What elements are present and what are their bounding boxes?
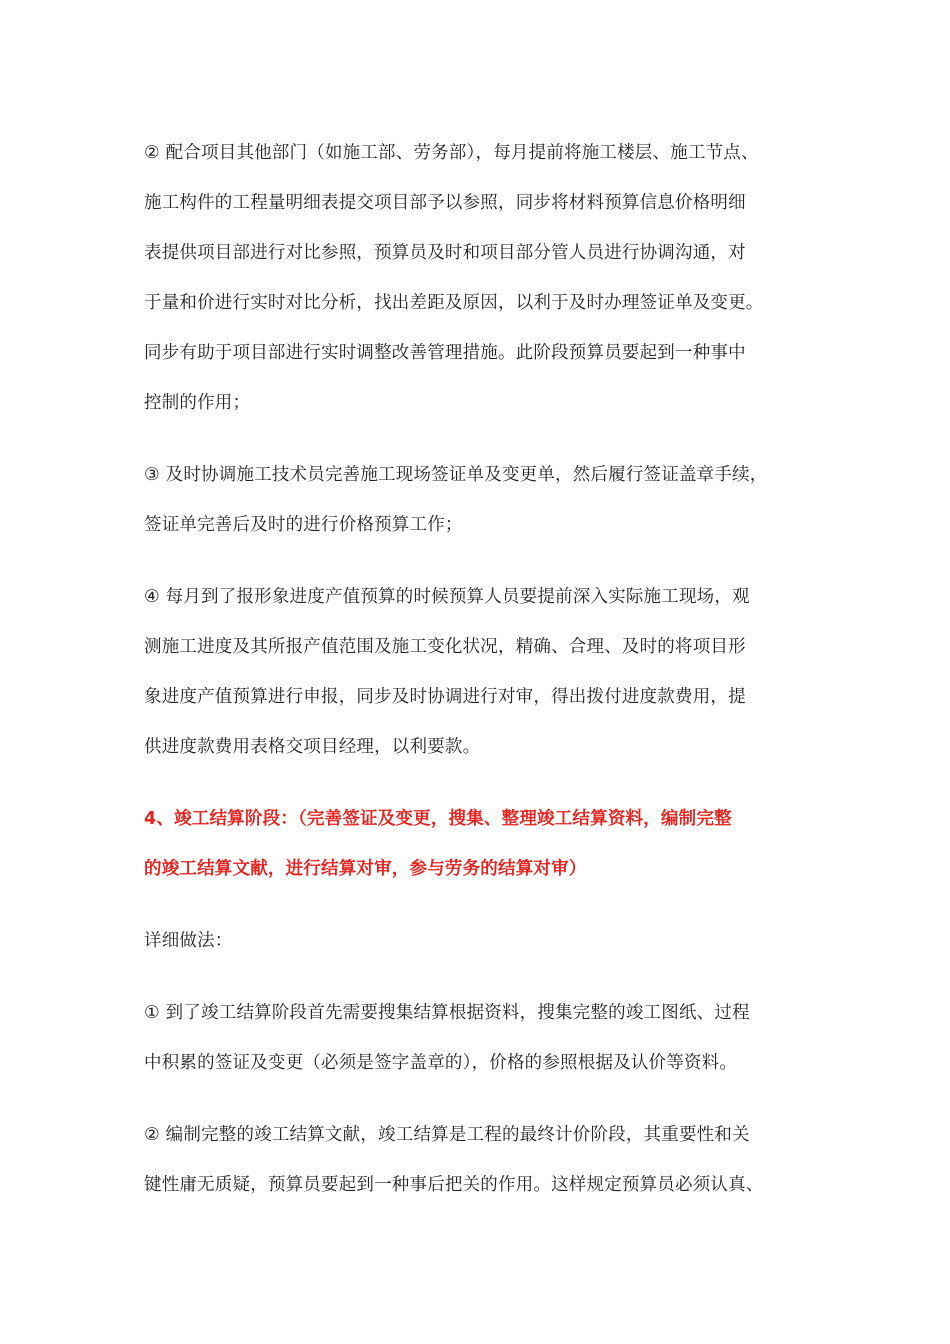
heading-line: 4、竣工结算阶段：（完善签证及变更，搜集、整理竣工结算资料，编制完整 xyxy=(144,809,732,829)
paragraph-item-2-compile xyxy=(144,1110,809,1210)
text-line: 供进度款费用表格交项目经理，以利要款。 xyxy=(144,737,481,757)
heading-line: 的竣工结算文献，进行结算对审，参与劳务的结算对审） xyxy=(144,859,587,879)
text-line: ② 编制完整的竣工结算文献，竣工结算是工程的最终计价阶段，其重要性和关 xyxy=(144,1125,750,1145)
paragraph-item-4-progress xyxy=(144,572,809,772)
text-line: 签证单完善后及时的进行价格预算工作； xyxy=(144,515,463,535)
text-line: 测施工进度及其所报产值范围及施工变化状况，精确、合理、及时的将项目形 xyxy=(144,637,746,657)
text-line: 控制的作用； xyxy=(144,393,251,413)
text-line: ① 到了竣工结算阶段首先需要搜集结算根据资料，搜集完整的竣工图纸、过程 xyxy=(144,1003,750,1023)
paragraph-item-1-collect xyxy=(144,988,809,1088)
text-line: 中积累的签证及变更（必须是签字盖章的），价格的参照根据及认价等资料。 xyxy=(144,1053,738,1073)
text-line: 详细做法： xyxy=(144,931,233,951)
document-page xyxy=(144,128,809,1232)
text-line: 施工构件的工程量明细表提交项目部予以参照，同步将材料预算信息价格明细 xyxy=(144,193,746,213)
text-line: ② 配合项目其他部门（如施工部、劳务部），每月提前将施工楼层、施工节点、 xyxy=(144,143,759,163)
text-line: 表提供项目部进行对比参照，预算员及时和项目部分管人员进行协调沟通，对 xyxy=(144,243,746,263)
paragraph-item-2-coordination xyxy=(144,128,809,428)
text-line: 键性庸无质疑，预算员要起到一种事后把关的作用。这样规定预算员必须认真、 xyxy=(144,1175,764,1195)
text-line: ④ 每月到了报形象进度产值预算的时候预算人员要提前深入实际施工现场，观 xyxy=(144,587,750,607)
section-heading xyxy=(144,794,809,894)
text-line: 象进度产值预算进行申报，同步及时协调进行对审，得出拨付进度款费用，提 xyxy=(144,687,746,707)
text-line: ③ 及时协调施工技术员完善施工现场签证单及变更单，然后履行签证盖章手续， xyxy=(144,465,768,485)
text-line: 同步有助于项目部进行实时调整改善管理措施。此阶段预算员要起到一种事中 xyxy=(144,343,746,363)
paragraph-item-3-visa xyxy=(144,450,809,550)
detail-method-label xyxy=(144,916,809,966)
text-line: 于量和价进行实时对比分析，找出差距及原因，以利于及时办理签证单及变更。 xyxy=(144,293,764,313)
